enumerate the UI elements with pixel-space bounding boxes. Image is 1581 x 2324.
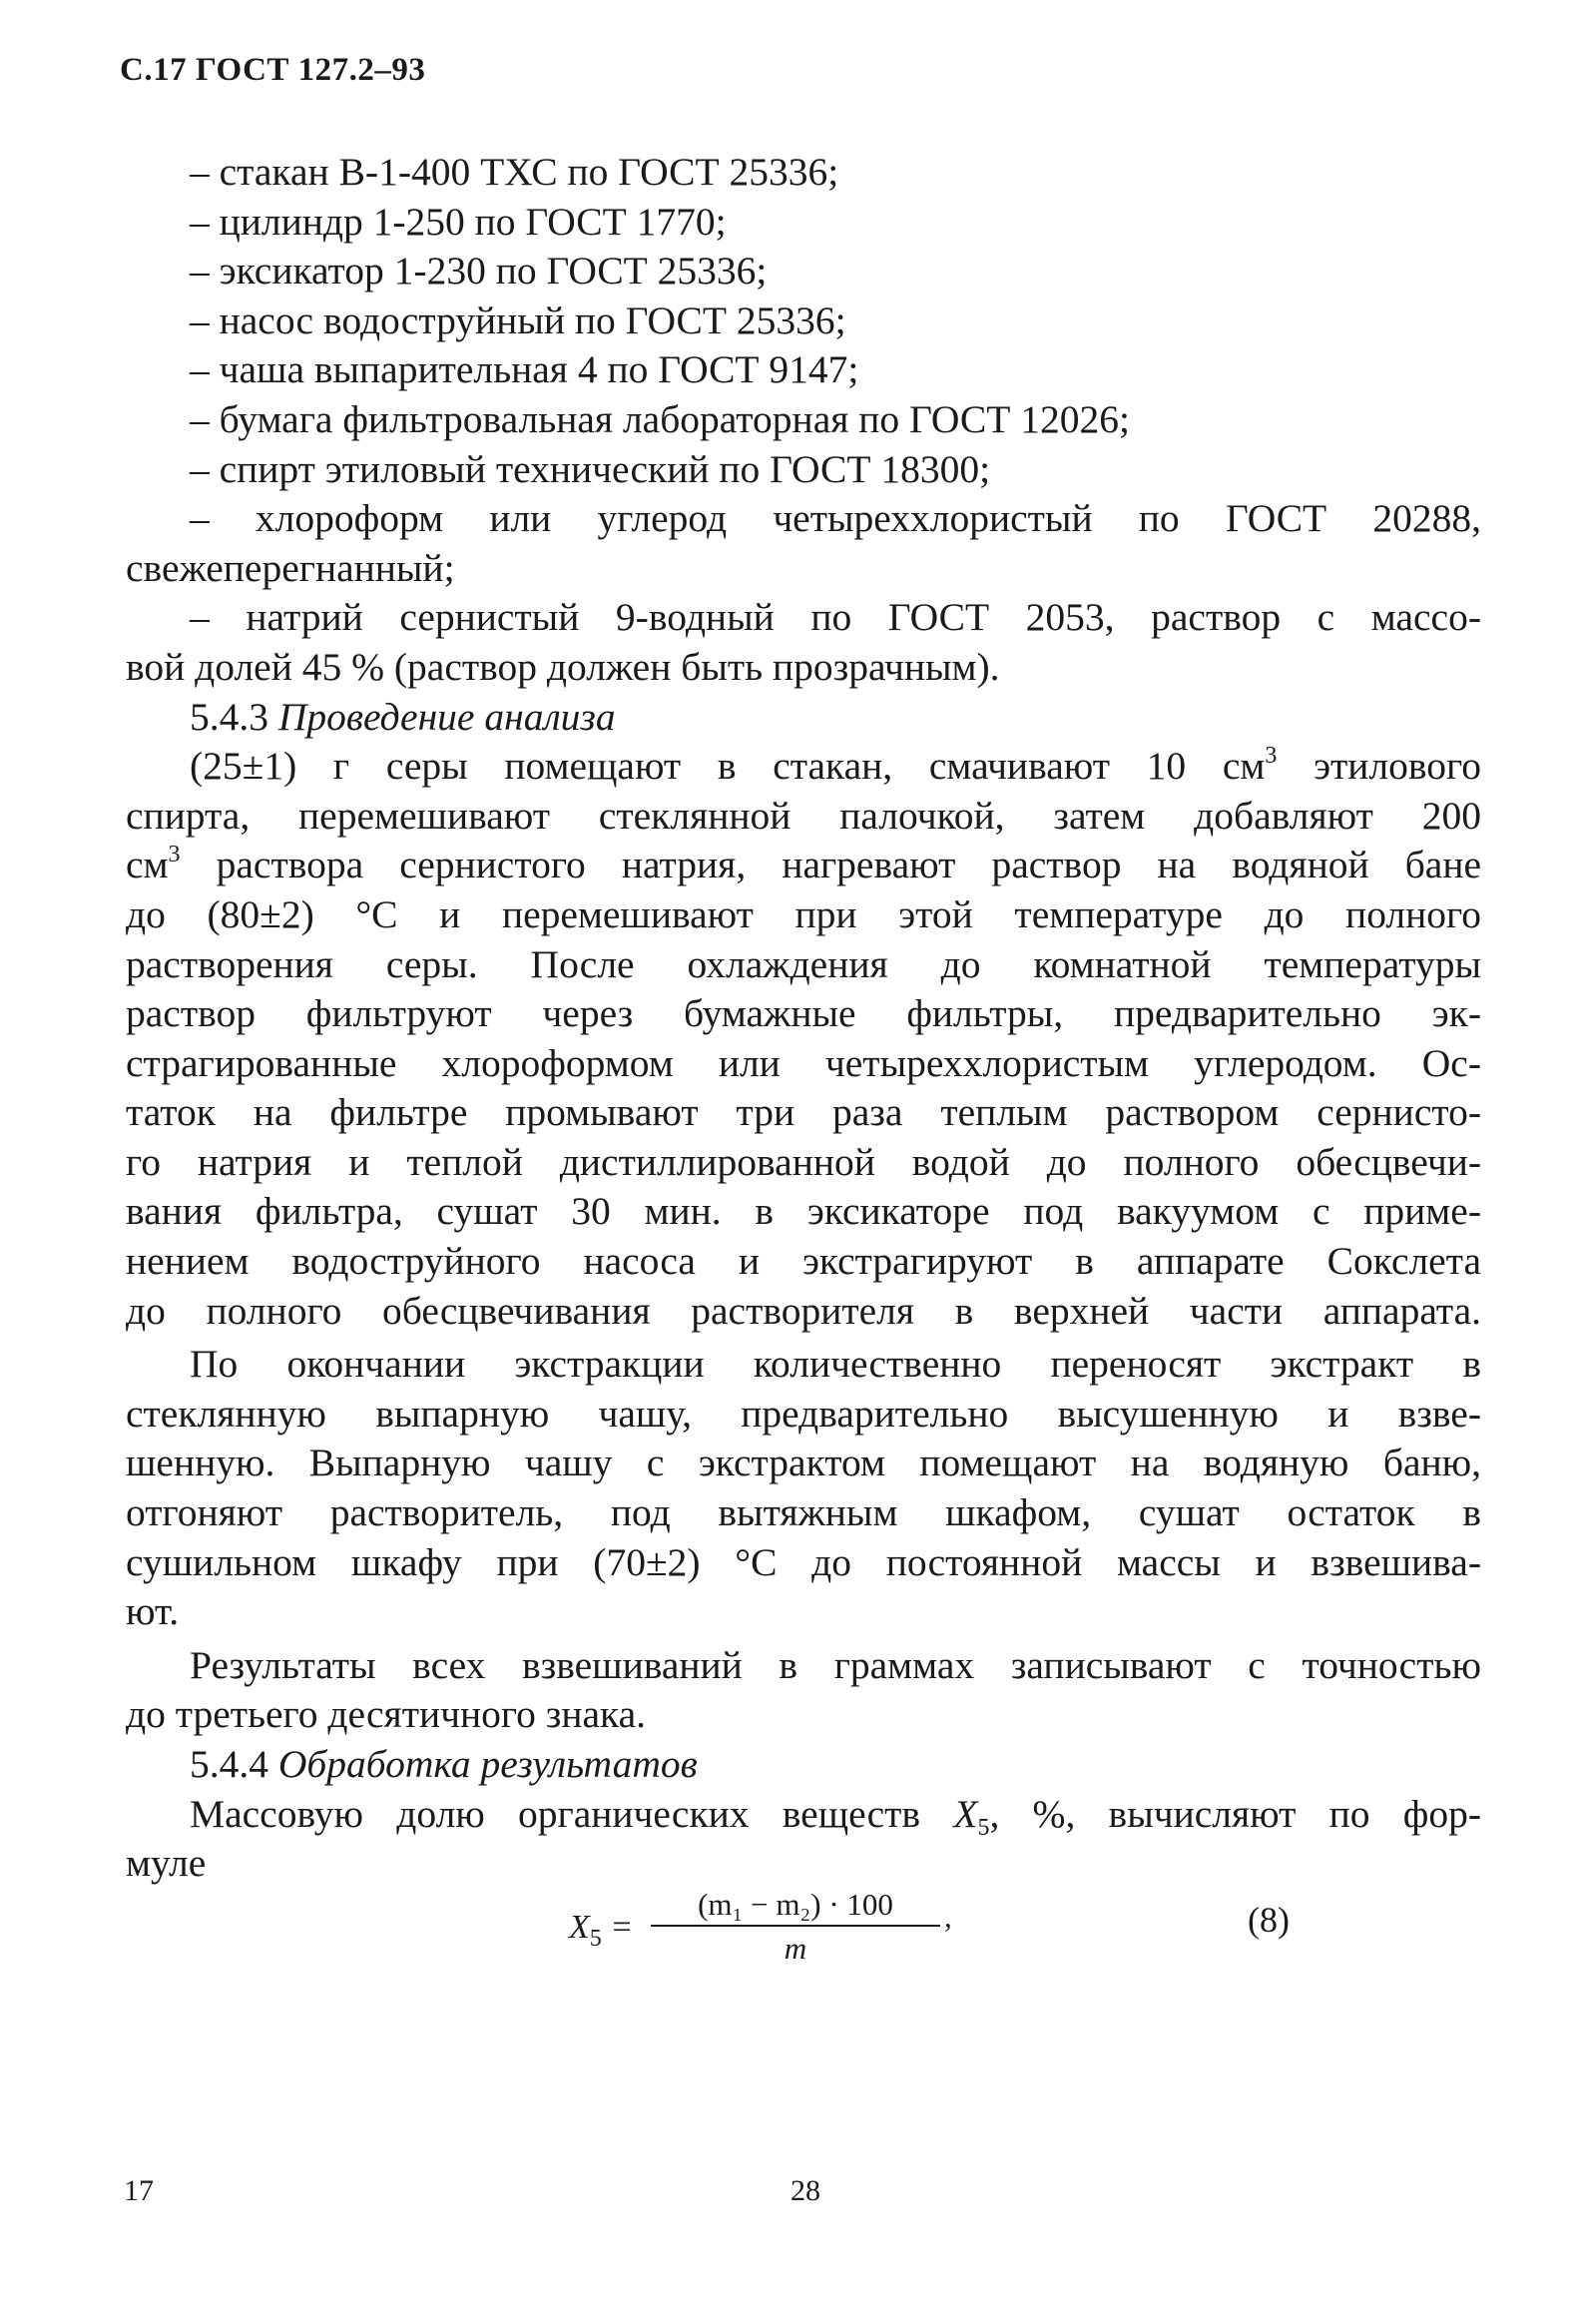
formula-comma: ,: [944, 1899, 952, 1934]
section-number: 5.4.3: [190, 694, 278, 739]
section-heading: Проведение анализа: [277, 694, 616, 739]
line-text: вой долей 45 % (раствор должен быть прозрачным).: [126, 644, 1000, 689]
line-text: – натрий сернистый 9-водный по ГОСТ 2053, раствор с массо-: [190, 595, 1481, 640]
text-line: [126, 148, 1481, 198]
text-line: [126, 198, 1481, 248]
line-text: – цилиндр 1-250 по ГОСТ 1770;: [190, 199, 727, 244]
line-text: раствор фильтруют через бумажные фильтры, предварительно эк-: [126, 991, 1481, 1036]
superscript: 3: [168, 842, 181, 869]
formula-lhs: $X_5$ =: [569, 1909, 634, 1952]
line-text: – бумага фильтровальная лабораторная по ГОСТ 12026;: [190, 396, 1130, 441]
text-line: [126, 1641, 1481, 1691]
text-line: [126, 1488, 1481, 1538]
line-text: По окончании экстракции количественно переносят экстракт в: [190, 1342, 1481, 1387]
text-line: [126, 345, 1481, 395]
text-line: [126, 1587, 1481, 1637]
line-text: до полного обесцвечивания растворителя в верхней части аппарата.: [126, 1288, 1481, 1333]
line-text-rest: , %, вычисляют по фор-: [989, 1791, 1481, 1836]
text-line: [126, 742, 1481, 792]
line-text: шенную. Выпарную чашу с экстрактом помещают на водяную баню,: [126, 1441, 1481, 1485]
line-text: вания фильтра, сушат 30 мин. в эксикаторе под вакуумом с приме-: [126, 1189, 1481, 1234]
text-line: [126, 494, 1481, 544]
page-number: 28: [790, 2174, 820, 2207]
text-line: [126, 1790, 1481, 1840]
line-text: отгоняют растворитель, под вытяжным шкафом, сушат остаток в: [126, 1490, 1481, 1535]
line-text: – чаша выпарительная 4 по ГОСТ 9147;: [190, 347, 859, 392]
line-text: свежеперегнанный;: [126, 545, 455, 590]
text-line: [126, 1039, 1481, 1089]
line-text: – насос водоструйный по ГОСТ 25336;: [190, 297, 846, 342]
text-line: [126, 544, 1481, 594]
line-text-rest: этилового: [1277, 744, 1481, 789]
line-text: до третьего десятичного знака.: [126, 1692, 646, 1737]
line-text: – спирт этиловый технический по ГОСТ 18300;: [190, 446, 991, 491]
formula-fraction: [651, 1885, 940, 1971]
line-text: ют.: [126, 1589, 180, 1634]
line-text: – стакан В-1-400 ТХС по ГОСТ 25336;: [190, 150, 839, 194]
line-text: – эксикатор 1-230 по ГОСТ 25336;: [190, 249, 768, 293]
line-text: Массовую долю органических веществ: [190, 1791, 954, 1836]
formula-8: [559, 1885, 1290, 1995]
line-text: растворения серы. После охлаждения до комнатной температуры: [126, 941, 1481, 986]
line-text: нением водоструйного насоса и экстрагируют в аппарате Сокслета: [126, 1239, 1481, 1284]
text-line: [126, 1138, 1481, 1188]
line-text: стеклянную выпарную чашу, предварительно высушенную и взве-: [126, 1391, 1481, 1436]
text-line: [126, 296, 1481, 346]
footer-left-number: 17: [124, 2174, 154, 2207]
text-line: [126, 940, 1481, 990]
line-text: (25±1) г серы помещают в стакан, смачивают 10 см: [190, 744, 1266, 789]
section-heading: Обработка результатов: [277, 1742, 698, 1786]
text-line: [126, 1538, 1481, 1588]
text-line: [126, 841, 1481, 890]
text-line: [126, 593, 1481, 643]
line-text: Результаты всех взвешиваний в граммах записывают с точностью: [190, 1642, 1481, 1687]
text-line: [126, 1839, 1481, 1889]
text-line: [126, 445, 1481, 495]
text-line: [126, 1740, 1481, 1790]
text-line: [126, 1187, 1481, 1237]
line-text: страгированные хлороформом или четыреххлористым углеродом. Ос-: [126, 1040, 1481, 1085]
body-text: [126, 148, 1481, 1889]
text-line: [126, 1088, 1481, 1138]
variable-subscript: 5: [977, 1814, 990, 1840]
page-header: С.17 ГОСТ 127.2–93: [120, 52, 426, 88]
line-text: муле: [126, 1841, 207, 1886]
text-line: [126, 890, 1481, 940]
text-line: [126, 643, 1481, 693]
text-line: [126, 1439, 1481, 1488]
text-line: [126, 395, 1481, 445]
line-text: го натрия и теплой дистиллированной водой до полного обесцвечи-: [126, 1139, 1481, 1184]
line-text: – хлороформ или углерод четыреххлористый по ГОСТ 20288,: [190, 496, 1481, 541]
line-text: см: [126, 843, 169, 887]
section-number: 5.4.4: [190, 1742, 278, 1786]
text-line: [126, 1390, 1481, 1440]
formula-denominator: m: [784, 1931, 807, 1966]
formula-numerator: (m₁ − m₂) · 100: [651, 1885, 940, 1927]
text-line: [126, 1340, 1481, 1390]
line-text: сушильном шкафу при (70±2) °С до постоянной массы и взвешива-: [126, 1539, 1481, 1584]
line-text: спирта, перемешивают стеклянной палочкой, затем добавляют 200: [126, 793, 1481, 838]
equation-number: (8): [1248, 1900, 1290, 1940]
text-line: [126, 1237, 1481, 1287]
line-text: до (80±2) °С и перемешивают при этой температуре до полного: [126, 891, 1481, 936]
text-line: [126, 792, 1481, 842]
line-text-rest: раствора сернистого натрия, нагревают раствор на водяной бане: [180, 843, 1481, 887]
variable: X: [953, 1791, 978, 1836]
text-line: [126, 1690, 1481, 1740]
superscript: 3: [1265, 743, 1278, 770]
text-line: [126, 693, 1481, 743]
text-line: [126, 247, 1481, 296]
line-text: таток на фильтре промывают три раза теплым раствором сернисто-: [126, 1090, 1481, 1135]
text-line: [126, 989, 1481, 1039]
text-line: [126, 1287, 1481, 1337]
